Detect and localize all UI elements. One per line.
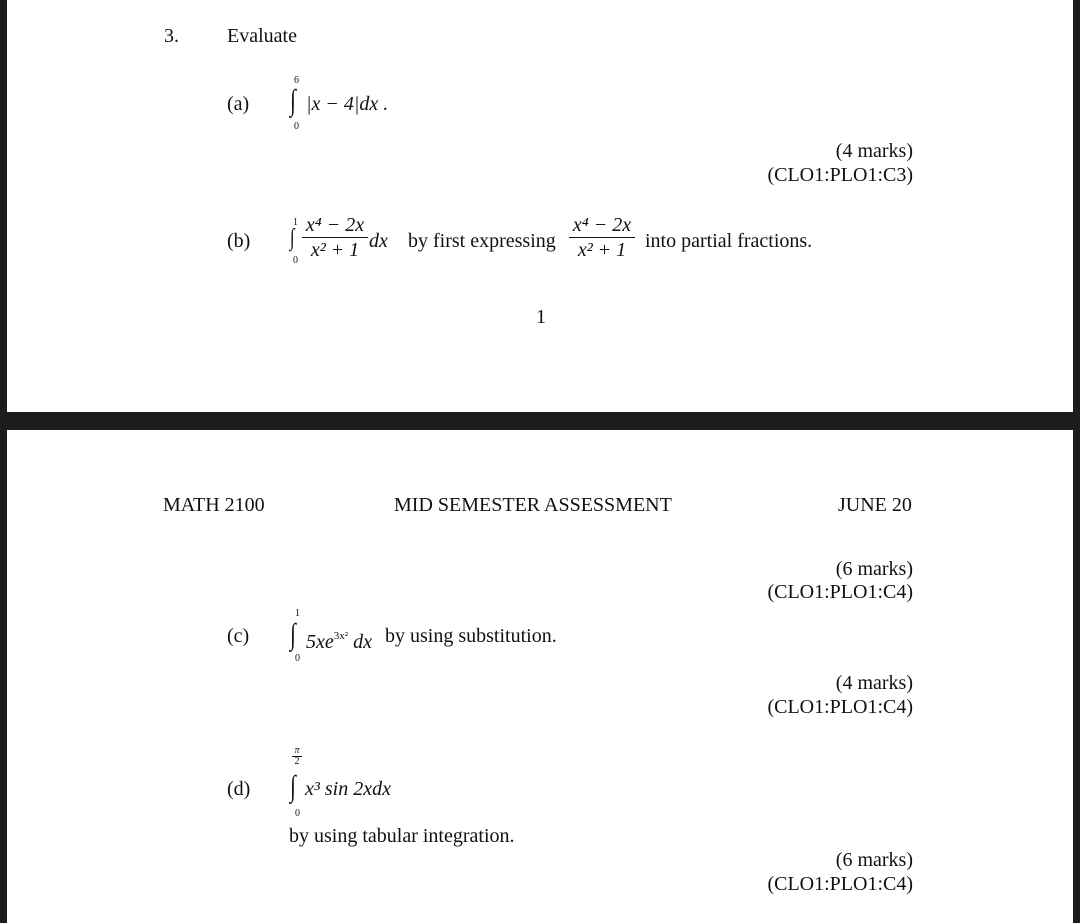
page-bottom (7, 430, 1073, 923)
part-d-upper-limit (292, 746, 302, 767)
integral-sign: ∫ (290, 618, 296, 651)
fraction-bar (569, 237, 635, 238)
page-number: 1 (536, 306, 546, 328)
part-d-label: (d) (227, 778, 251, 800)
part-c-exponent: 3x² (333, 630, 349, 642)
part-b-fraction-2 (569, 214, 635, 261)
part-d-text: by using tabular integration. (289, 825, 515, 847)
part-d-clo: (CLO1:PLO1:C4) (767, 873, 913, 895)
part-b-text-2: into partial fractions. (645, 230, 813, 252)
part-c-marks: (4 marks) (835, 672, 913, 694)
part-b-label: (b) (227, 230, 251, 252)
part-b-fraction-1 (302, 214, 368, 261)
page-top (7, 0, 1073, 412)
upper-limit-denominator: 2 (294, 756, 300, 767)
header-date: JUNE 20 (838, 494, 912, 516)
part-d-marks: (6 marks) (835, 849, 913, 871)
question-instruction: Evaluate (227, 25, 297, 47)
fraction-numerator: x⁴ − 2x (305, 214, 365, 236)
part-c-lower-limit: 0 (295, 653, 300, 664)
part-b-text-1: by first expressing (408, 230, 556, 252)
fraction-bar (302, 237, 368, 238)
fraction-denominator: x² + 1 (310, 239, 360, 262)
part-c-integrand (306, 624, 372, 654)
part-d-lower-limit: 0 (295, 808, 300, 819)
part-a-integrand: |x − 4|dx . (306, 93, 389, 115)
part-a-label: (a) (227, 93, 250, 115)
part-c-text: by using substitution. (385, 625, 557, 647)
part-b-clo: (CLO1:PLO1:C4) (767, 581, 913, 603)
header-course: MATH 2100 (163, 494, 265, 516)
upper-limit-numerator: π (294, 745, 300, 756)
question-number: 3. (164, 25, 179, 47)
part-b-lower-limit: 0 (293, 255, 298, 266)
part-c-dx: dx (353, 631, 372, 653)
header-assessment: MID SEMESTER ASSESSMENT (394, 494, 672, 516)
part-b-dx: dx (369, 230, 388, 252)
part-c-clo: (CLO1:PLO1:C4) (767, 696, 913, 718)
part-c-upper-limit: 1 (295, 608, 300, 619)
part-a-clo: (CLO1:PLO1:C3) (767, 164, 913, 186)
part-b-marks: (6 marks) (835, 558, 913, 580)
part-a-marks: (4 marks) (835, 140, 913, 162)
part-d-integrand: x³ sin 2xdx (305, 778, 391, 800)
part-a-lower-limit: 0 (294, 121, 299, 132)
integral-sign: ∫ (290, 225, 295, 251)
part-c-integrand-main: 5xe (306, 631, 334, 653)
part-a-upper-limit: 6 (294, 75, 299, 86)
integral-sign: ∫ (290, 84, 296, 117)
part-b-upper-limit: 1 (293, 217, 298, 228)
fraction-numerator: x⁴ − 2x (572, 214, 632, 236)
integral-sign: ∫ (290, 770, 296, 803)
fraction-denominator: x² + 1 (577, 239, 627, 262)
part-c-label: (c) (227, 625, 250, 647)
